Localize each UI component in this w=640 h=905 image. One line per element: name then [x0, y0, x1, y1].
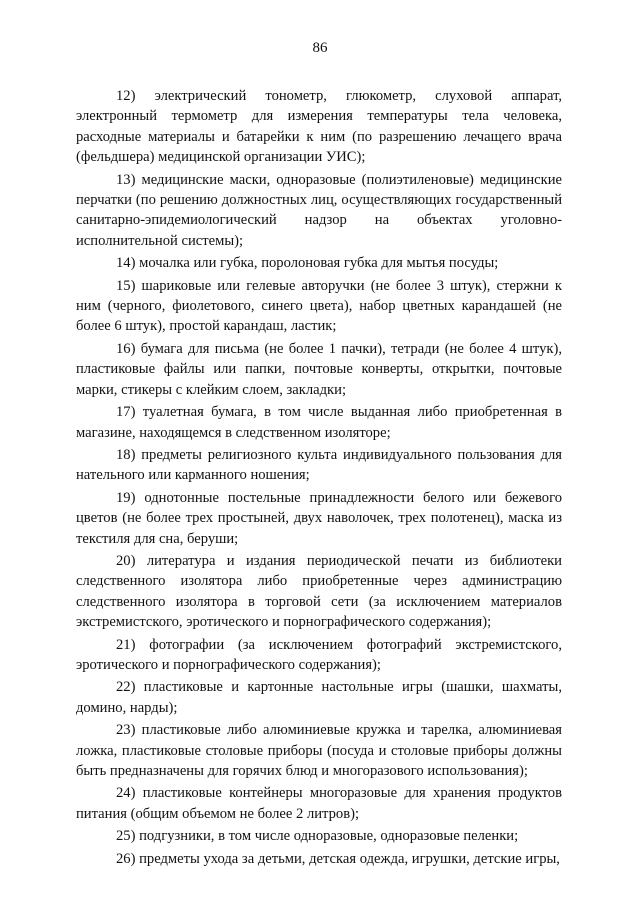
document-body — [76, 86, 562, 871]
list-item: 24) пластиковые контейнеры многоразовые для хранения продуктов питания (общим объемом не более 2 литров); — [76, 785, 562, 822]
list-item: 12) электрический тонометр, глюкометр, слуховой аппарат, электронный термометр для измерения температуры тела человека, расходные материалы и батарейки к ним (по разрешению лечащего врача (фельдшера) медицинской организации УИС); — [76, 88, 562, 166]
list-item: 20) литература и издания периодической печати из библиотеки следственного изолятора либо приобретенные через администрацию следственного изолятора в торговой сети (за исключением материалов экстремистского, эротического и порнографического содержания); — [76, 552, 562, 631]
list-item: 17) туалетная бумага, в том числе выданная либо приобретенная в магазине, находящемся в следственном изоляторе; — [76, 404, 562, 441]
list-item: 16) бумага для письма (не более 1 пачки), тетради (не более 4 штук), пластиковые файлы или папки, почтовые конверты, открытки, почтовые марки, стикеры с клейким слоем, закладки; — [76, 340, 562, 398]
list-item: 18) предметы религиозного культа индивидуального пользования для нательного или карманного ношения; — [76, 446, 562, 484]
list-item: 23) пластиковые либо алюминиевые кружка и тарелка, алюминиевая ложка, пластиковые столовые приборы (посуда и столовые приборы должны быть предназначены для горячих блюд и многоразового использования); — [76, 722, 562, 779]
list-item: 22) пластиковые и картонные настольные игры (шашки, шахматы, домино, нарды); — [76, 679, 562, 716]
page-number: 86 — [312, 40, 328, 56]
list-item: 14) мочалка или губка, поролоновая губка для мытья посуды; — [116, 255, 499, 272]
list-item: 13) медицинские маски, одноразовые (полиэтиленовые) медицинские перчатки (по решению должностных лиц, осуществляющих государственный санитарно-эпидемиологический надзор на объектах уголовно-исполнительной системы); — [76, 171, 562, 249]
list-item: 25) подгузники, в том числе одноразовые, одноразовые пеленки; — [116, 828, 519, 845]
list-item: 21) фотографии (за исключением фотографий экстремистского, эротического и порнографического содержания); — [76, 636, 562, 673]
list-item: 19) однотонные постельные принадлежности белого или бежевого цветов (не более трех простыней, двух наволочек, трех полотенец), маска из текстиля для сна, беруши; — [76, 489, 562, 547]
list-item: 26) предметы ухода за детьми, детская одежда, игрушки, детские игры, — [116, 850, 560, 867]
list-item: 15) шариковые или гелевые авторучки (не более 3 штук), стержни к ним (черного, фиолетового, синего цвета), набор цветных карандашей (не более 6 штук), простой карандаш, ластик; — [76, 277, 562, 335]
